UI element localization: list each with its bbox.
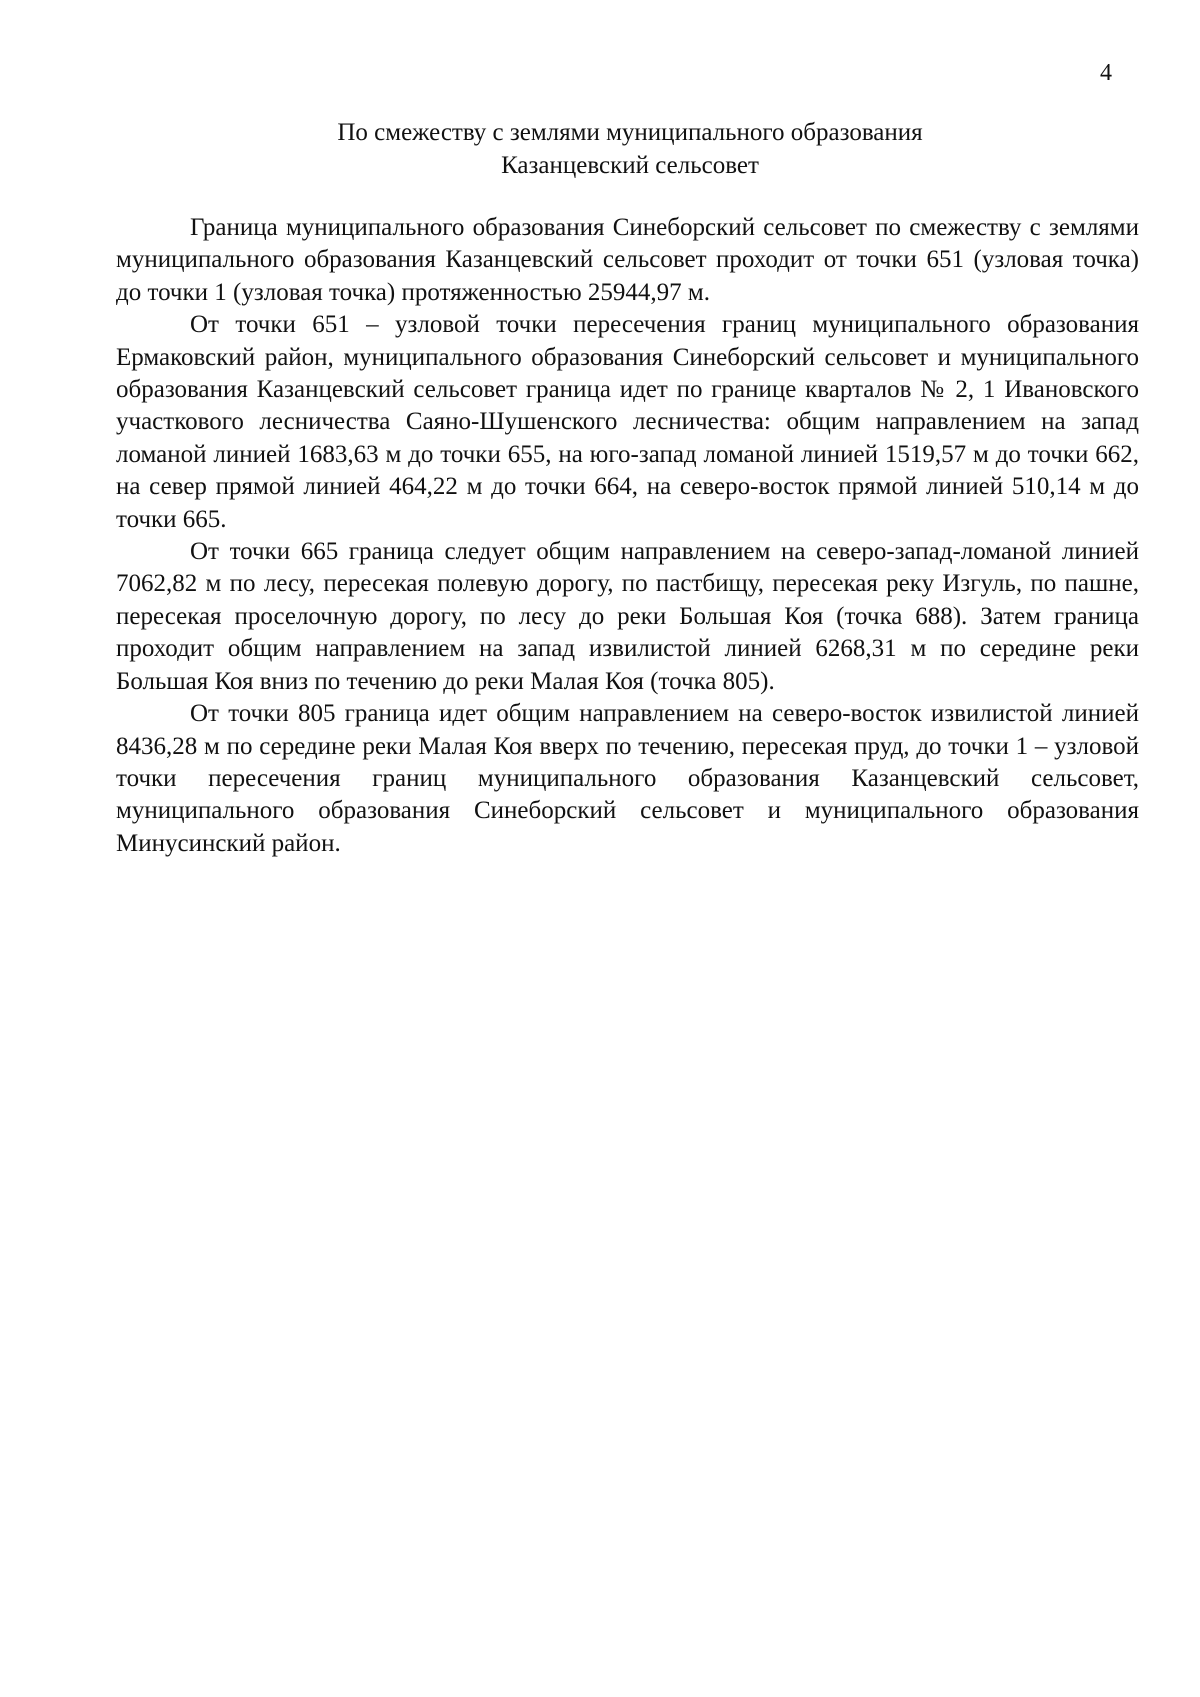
heading-line-1: По смежеству с землями муниципального образования — [337, 119, 923, 146]
paragraph-3: От точки 665 граница следует общим направлением на северо-запад-ломаной линией 7062,82 м по лесу, пересекая полевую дорогу, по пастбищу, пересекая реку Изгуль, по пашне, пересекая проселочную дорогу, по лесу до реки Большая Коя (точка 688). Затем граница проходит общим направлением на запад извилистой линией 6268,31 м по середине реки Большая Коя вниз по течению до реки Малая Коя (точка 805). — [116, 538, 1139, 695]
section-heading — [120, 116, 1140, 182]
paragraph-2: От точки 651 – узловой точки пересечения границ муниципального образования Ермаковский район, муниципального образования Синеборский сельсовет и муниципального образования Казанцевский сельсовет граница идет по границе кварталов № 2, 1 Ивановского участкового лесничества Саяно-Шушенского лесничества: общим направлением на запад ломаной линией 1683,63 м до точки 655, на юго-запад ломаной линией 1519,57 м до точки 662, на север прямой линией 464,22 м до точки 664, на северо-восток прямой линией 510,14 м до точки 665. — [116, 311, 1139, 533]
paragraph-4: От точки 805 граница идет общим направлением на северо-восток извилистой линией 8436,28 м по середине реки Малая Коя вверх по течению, пересекая пруд, до точки 1 – узловой точки пересечения границ муниципального образования Казанцевский сельсовет, муниципального образования Синеборский сельсовет и муниципального образования Минусинский район. — [116, 700, 1139, 857]
paragraph-1: Граница муниципального образования Синеборский сельсовет по смежеству с землями муниципального образования Казанцевский сельсовет проходит от точки 651 (узловая точка) до точки 1 (узловая точка) протяженностью 25944,97 м. — [116, 214, 1139, 306]
body-text — [116, 212, 1139, 860]
heading-line-2: Казанцевский сельсовет — [501, 152, 759, 179]
page-number: 4 — [1100, 60, 1112, 86]
